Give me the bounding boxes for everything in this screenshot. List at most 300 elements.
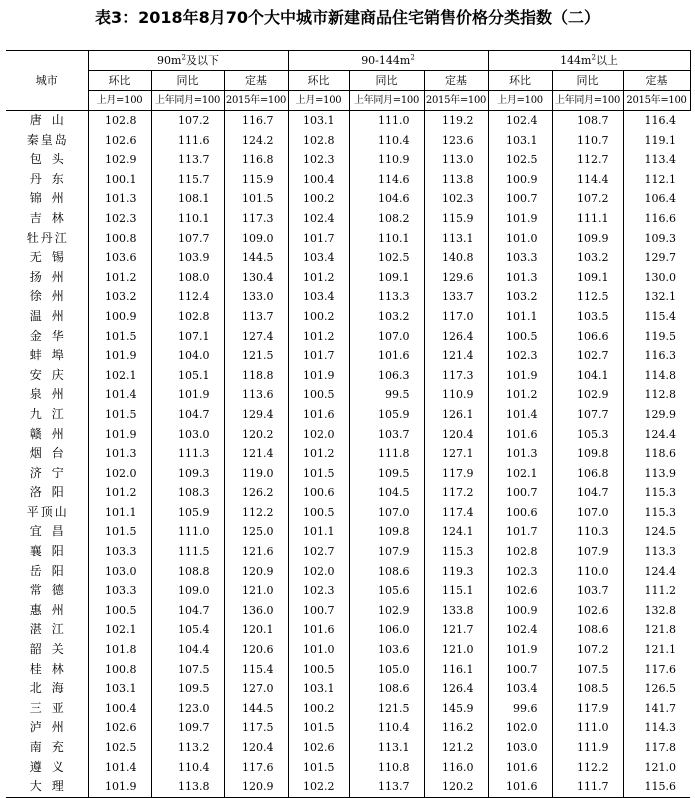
index-value: 101.9 xyxy=(88,777,151,797)
index-value: 102.0 xyxy=(288,562,349,582)
index-value: 103.3 xyxy=(488,248,552,268)
base-period-header: 上年同月=100 xyxy=(552,91,623,111)
index-value: 123.6 xyxy=(424,131,488,151)
table-row xyxy=(6,111,690,131)
index-value: 103.0 xyxy=(151,425,224,445)
index-value: 126.1 xyxy=(424,405,488,425)
page-title: 表3：2018年8月70个大中城市新建商品住宅销售价格分类指数（二） xyxy=(94,8,601,27)
index-value: 133.0 xyxy=(224,287,288,307)
index-value: 124.4 xyxy=(623,562,690,582)
city-name: 温州 xyxy=(29,308,74,323)
index-value: 99.6 xyxy=(488,699,552,719)
index-value: 120.9 xyxy=(224,562,288,582)
table-row xyxy=(6,464,690,484)
index-value: 132.8 xyxy=(623,601,690,621)
index-value: 104.7 xyxy=(151,405,224,425)
index-value: 103.1 xyxy=(288,111,349,131)
index-value: 108.8 xyxy=(151,562,224,582)
index-value: 113.1 xyxy=(349,738,424,758)
index-value: 99.5 xyxy=(349,385,424,405)
index-value: 105.6 xyxy=(349,581,424,601)
table-row xyxy=(6,248,690,268)
table-row xyxy=(6,738,690,758)
index-value: 126.4 xyxy=(424,679,488,699)
sub-column-header: 定基 xyxy=(623,71,690,91)
index-value: 101.9 xyxy=(151,385,224,405)
city-name: 大理 xyxy=(6,777,88,797)
index-value: 101.3 xyxy=(88,189,151,209)
city-name: 九江 xyxy=(29,406,74,421)
index-value: 109.0 xyxy=(151,581,224,601)
index-value: 124.1 xyxy=(424,522,488,542)
index-value: 127.4 xyxy=(224,327,288,347)
city-name: 吉林 xyxy=(29,210,74,225)
index-value: 104.0 xyxy=(151,346,224,366)
index-value: 102.3 xyxy=(424,189,488,209)
index-value: 108.1 xyxy=(151,189,224,209)
city-name: 赣州 xyxy=(29,426,74,441)
index-value: 116.4 xyxy=(623,111,690,131)
index-value: 116.1 xyxy=(424,660,488,680)
index-value: 101.5 xyxy=(288,718,349,738)
index-value: 101.9 xyxy=(488,209,552,229)
index-value: 101.9 xyxy=(488,366,552,386)
table-row xyxy=(6,562,690,582)
table-body xyxy=(6,111,690,798)
index-value: 113.7 xyxy=(349,777,424,797)
index-value: 107.9 xyxy=(349,542,424,562)
index-value: 109.1 xyxy=(552,268,623,288)
index-value: 121.7 xyxy=(424,620,488,640)
city-name: 牡丹江 xyxy=(26,230,69,245)
table-row xyxy=(6,640,690,660)
index-value: 100.1 xyxy=(88,170,151,190)
group-header: $90m^2$及以下 xyxy=(88,51,288,71)
index-value: 108.6 xyxy=(552,620,623,640)
table-row xyxy=(6,425,690,445)
index-value: 116.0 xyxy=(424,758,488,778)
index-value: 101.5 xyxy=(224,189,288,209)
index-value: 105.4 xyxy=(151,620,224,640)
index-value: 107.2 xyxy=(151,111,224,131)
index-value: 114.4 xyxy=(552,170,623,190)
table-row xyxy=(6,522,690,542)
index-value: 101.3 xyxy=(488,444,552,464)
index-value: 102.0 xyxy=(88,464,151,484)
index-value: 111.0 xyxy=(151,522,224,542)
index-value: 102.6 xyxy=(88,131,151,151)
index-value: 118.6 xyxy=(623,444,690,464)
index-value: 112.5 xyxy=(552,287,623,307)
index-value: 100.8 xyxy=(88,660,151,680)
index-value: 108.5 xyxy=(552,679,623,699)
index-value: 132.1 xyxy=(623,287,690,307)
index-value: 121.4 xyxy=(424,346,488,366)
index-value: 121.4 xyxy=(224,444,288,464)
base-period-header: 2015年=100 xyxy=(623,91,690,111)
index-value: 102.5 xyxy=(488,150,552,170)
index-value: 116.3 xyxy=(623,346,690,366)
index-value: 101.9 xyxy=(88,346,151,366)
index-value: 113.0 xyxy=(424,150,488,170)
index-value: 101.4 xyxy=(88,758,151,778)
price-index-table xyxy=(6,50,691,798)
index-value: 101.5 xyxy=(288,464,349,484)
index-value: 102.5 xyxy=(349,248,424,268)
index-value: 120.6 xyxy=(224,640,288,660)
index-value: 104.1 xyxy=(552,366,623,386)
index-value: 103.7 xyxy=(552,581,623,601)
index-value: 100.8 xyxy=(88,229,151,249)
table-row xyxy=(6,699,690,719)
index-value: 111.6 xyxy=(151,131,224,151)
index-value: 103.2 xyxy=(488,287,552,307)
index-value: 104.7 xyxy=(151,601,224,621)
table-row xyxy=(6,581,690,601)
index-value: 110.7 xyxy=(552,131,623,151)
index-value: 109.3 xyxy=(151,464,224,484)
index-value: 115.9 xyxy=(424,209,488,229)
index-value: 100.5 xyxy=(288,503,349,523)
city-name: 湛江 xyxy=(29,622,74,637)
index-value: 101.2 xyxy=(488,385,552,405)
table-row xyxy=(6,660,690,680)
table-row xyxy=(6,131,690,151)
index-value: 117.6 xyxy=(623,660,690,680)
city-name: 南充 xyxy=(29,740,74,754)
table-row xyxy=(6,229,690,249)
table-row xyxy=(6,287,690,307)
index-value: 102.4 xyxy=(288,209,349,229)
index-value: 102.8 xyxy=(88,111,151,131)
index-value: 107.0 xyxy=(349,327,424,347)
base-period-header: 上年同月=100 xyxy=(349,91,424,111)
index-value: 103.2 xyxy=(88,287,151,307)
index-value: 109.0 xyxy=(224,229,288,249)
city-name: 徐州 xyxy=(29,289,74,304)
city-name: 襄阳 xyxy=(29,544,74,559)
index-value: 100.5 xyxy=(488,327,552,347)
index-value: 103.3 xyxy=(88,581,151,601)
index-value: 130.0 xyxy=(623,268,690,288)
index-value: 101.6 xyxy=(488,777,552,797)
city-name: 泸州 xyxy=(29,720,74,735)
index-value: 120.9 xyxy=(224,777,288,797)
index-value: 101.9 xyxy=(88,425,151,445)
table-row xyxy=(6,150,690,170)
index-value: 109.5 xyxy=(151,679,224,699)
index-value: 108.6 xyxy=(349,679,424,699)
index-value: 102.1 xyxy=(488,464,552,484)
index-value: 115.4 xyxy=(623,307,690,327)
index-value: 109.8 xyxy=(552,444,623,464)
index-value: 133.8 xyxy=(424,601,488,621)
index-value: 101.6 xyxy=(288,405,349,425)
index-value: 120.4 xyxy=(424,425,488,445)
index-value: 104.4 xyxy=(151,640,224,660)
index-value: 114.6 xyxy=(349,170,424,190)
table-row xyxy=(6,327,690,347)
index-value: 111.3 xyxy=(151,444,224,464)
index-value: 100.6 xyxy=(288,483,349,503)
index-value: 117.9 xyxy=(424,464,488,484)
index-value: 115.7 xyxy=(151,170,224,190)
index-value: 102.6 xyxy=(552,601,623,621)
city-name: 锦州 xyxy=(29,191,74,206)
index-value: 103.3 xyxy=(88,542,151,562)
index-value: 115.6 xyxy=(623,777,690,797)
index-value: 120.2 xyxy=(224,425,288,445)
index-value: 125.0 xyxy=(224,522,288,542)
index-value: 102.4 xyxy=(488,620,552,640)
index-value: 116.7 xyxy=(224,111,288,131)
index-value: 102.6 xyxy=(288,738,349,758)
index-value: 110.4 xyxy=(349,131,424,151)
index-value: 101.3 xyxy=(88,444,151,464)
index-value: 102.9 xyxy=(88,150,151,170)
index-value: 101.2 xyxy=(88,268,151,288)
base-period-header: 2015年=100 xyxy=(424,91,488,111)
index-value: 111.7 xyxy=(552,777,623,797)
index-value: 108.2 xyxy=(349,209,424,229)
index-value: 115.1 xyxy=(424,581,488,601)
index-value: 101.8 xyxy=(88,640,151,660)
city-name: 岳阳 xyxy=(29,563,74,578)
index-value: 140.8 xyxy=(424,248,488,268)
index-value: 110.9 xyxy=(424,385,488,405)
table-row xyxy=(6,601,690,621)
index-value: 116.8 xyxy=(224,150,288,170)
index-value: 113.6 xyxy=(224,385,288,405)
city-name: 常德 xyxy=(29,583,74,598)
index-value: 113.3 xyxy=(623,542,690,562)
index-value: 103.2 xyxy=(552,248,623,268)
index-value: 117.2 xyxy=(424,483,488,503)
index-value: 144.5 xyxy=(224,248,288,268)
index-value: 120.1 xyxy=(224,620,288,640)
index-value: 117.8 xyxy=(623,738,690,758)
base-period-header: 上月=100 xyxy=(488,91,552,111)
index-value: 130.4 xyxy=(224,268,288,288)
index-value: 120.2 xyxy=(424,777,488,797)
index-value: 101.2 xyxy=(288,268,349,288)
index-value: 113.1 xyxy=(424,229,488,249)
index-value: 115.4 xyxy=(224,660,288,680)
index-value: 108.6 xyxy=(349,562,424,582)
index-value: 102.0 xyxy=(488,718,552,738)
city-name: 唐山 xyxy=(29,113,74,127)
index-value: 121.0 xyxy=(623,758,690,778)
index-value: 101.2 xyxy=(288,327,349,347)
index-value: 100.7 xyxy=(288,601,349,621)
index-value: 102.2 xyxy=(288,777,349,797)
index-value: 102.3 xyxy=(488,346,552,366)
city-name: 惠州 xyxy=(29,602,74,617)
table-row xyxy=(6,758,690,778)
index-value: 101.3 xyxy=(488,268,552,288)
index-value: 101.5 xyxy=(88,522,151,542)
index-value: 114.8 xyxy=(623,366,690,386)
index-value: 117.9 xyxy=(552,699,623,719)
index-value: 101.5 xyxy=(88,405,151,425)
index-value: 126.4 xyxy=(424,327,488,347)
index-value: 109.5 xyxy=(349,464,424,484)
index-value: 121.6 xyxy=(224,542,288,562)
index-value: 110.0 xyxy=(552,562,623,582)
index-value: 109.7 xyxy=(151,718,224,738)
index-value: 119.1 xyxy=(623,131,690,151)
index-value: 101.0 xyxy=(288,640,349,660)
index-value: 113.7 xyxy=(151,150,224,170)
base-period-header: 上月=100 xyxy=(88,91,151,111)
index-value: 115.3 xyxy=(623,503,690,523)
city-name: 韶关 xyxy=(29,642,74,657)
index-value: 144.5 xyxy=(224,699,288,719)
index-value: 107.9 xyxy=(552,542,623,562)
index-value: 101.6 xyxy=(349,346,424,366)
index-value: 107.7 xyxy=(151,229,224,249)
city-name: 烟台 xyxy=(29,446,74,461)
index-value: 100.9 xyxy=(488,601,552,621)
index-value: 113.7 xyxy=(224,307,288,327)
index-value: 127.0 xyxy=(224,679,288,699)
index-value: 145.9 xyxy=(424,699,488,719)
index-value: 115.3 xyxy=(623,483,690,503)
index-value: 103.0 xyxy=(488,738,552,758)
index-value: 116.6 xyxy=(623,209,690,229)
table-row xyxy=(6,718,690,738)
index-value: 121.0 xyxy=(224,581,288,601)
sub-column-header: 同比 xyxy=(349,71,424,91)
index-value: 101.7 xyxy=(288,229,349,249)
index-value: 118.8 xyxy=(224,366,288,386)
index-value: 102.7 xyxy=(288,542,349,562)
index-value: 109.3 xyxy=(623,229,690,249)
index-value: 101.7 xyxy=(488,522,552,542)
index-value: 109.1 xyxy=(349,268,424,288)
sub-column-header: 环比 xyxy=(488,71,552,91)
index-value: 112.4 xyxy=(151,287,224,307)
index-value: 102.5 xyxy=(88,738,151,758)
sub-column-header: 环比 xyxy=(288,71,349,91)
city-name: 蚌埠 xyxy=(29,348,74,363)
index-value: 108.7 xyxy=(552,111,623,131)
index-value: 103.6 xyxy=(349,640,424,660)
city-name: 秦皇岛 xyxy=(26,132,69,147)
table-row xyxy=(6,268,690,288)
index-value: 127.1 xyxy=(424,444,488,464)
index-value: 103.6 xyxy=(88,248,151,268)
index-value: 119.3 xyxy=(424,562,488,582)
city-column-header: 城市 xyxy=(6,51,88,111)
index-value: 100.6 xyxy=(488,503,552,523)
index-value: 121.1 xyxy=(623,640,690,660)
index-value: 101.4 xyxy=(88,385,151,405)
index-value: 111.5 xyxy=(151,542,224,562)
city-name: 扬州 xyxy=(29,269,74,284)
index-value: 103.7 xyxy=(349,425,424,445)
table-row xyxy=(6,503,690,523)
city-name: 三亚 xyxy=(29,700,74,715)
index-value: 101.1 xyxy=(88,503,151,523)
city-name: 无锡 xyxy=(29,250,74,265)
table-row xyxy=(6,542,690,562)
index-value: 111.9 xyxy=(552,738,623,758)
index-value: 102.8 xyxy=(288,131,349,151)
index-value: 108.3 xyxy=(151,483,224,503)
index-value: 101.2 xyxy=(288,444,349,464)
index-value: 107.0 xyxy=(552,503,623,523)
table-row xyxy=(6,366,690,386)
table-row xyxy=(6,777,690,797)
index-value: 112.2 xyxy=(552,758,623,778)
table-row xyxy=(6,483,690,503)
city-name: 桂林 xyxy=(29,661,74,676)
index-value: 121.2 xyxy=(424,738,488,758)
table-row xyxy=(6,170,690,190)
index-value: 100.4 xyxy=(88,699,151,719)
index-value: 112.2 xyxy=(224,503,288,523)
index-value: 124.4 xyxy=(623,425,690,445)
table-row xyxy=(6,346,690,366)
table-row xyxy=(6,620,690,640)
index-value: 106.3 xyxy=(349,366,424,386)
index-value: 102.9 xyxy=(349,601,424,621)
sub-column-header: 同比 xyxy=(552,71,623,91)
city-name: 洛阳 xyxy=(29,485,74,500)
index-value: 103.5 xyxy=(552,307,623,327)
index-value: 105.1 xyxy=(151,366,224,386)
index-value: 126.2 xyxy=(224,483,288,503)
index-value: 108.0 xyxy=(151,268,224,288)
index-value: 124.2 xyxy=(224,131,288,151)
index-value: 129.9 xyxy=(623,405,690,425)
index-value: 129.7 xyxy=(623,248,690,268)
index-value: 113.4 xyxy=(623,150,690,170)
index-value: 100.4 xyxy=(288,170,349,190)
group-header: $144m^2$以上 xyxy=(488,51,690,71)
index-value: 109.8 xyxy=(349,522,424,542)
index-value: 103.1 xyxy=(88,679,151,699)
index-value: 129.4 xyxy=(224,405,288,425)
city-name: 丹东 xyxy=(29,171,74,186)
index-value: 101.5 xyxy=(288,758,349,778)
index-value: 119.2 xyxy=(424,111,488,131)
index-value: 101.0 xyxy=(488,229,552,249)
index-value: 106.4 xyxy=(623,189,690,209)
index-value: 101.4 xyxy=(488,405,552,425)
index-value: 103.4 xyxy=(488,679,552,699)
index-value: 116.2 xyxy=(424,718,488,738)
index-value: 101.6 xyxy=(488,425,552,445)
index-value: 103.2 xyxy=(349,307,424,327)
city-name: 平顶山 xyxy=(26,504,69,519)
index-value: 106.8 xyxy=(552,464,623,484)
index-value: 109.9 xyxy=(552,229,623,249)
index-value: 103.4 xyxy=(288,248,349,268)
index-value: 115.9 xyxy=(224,170,288,190)
index-value: 100.7 xyxy=(488,660,552,680)
table-row xyxy=(6,444,690,464)
index-value: 119.5 xyxy=(623,327,690,347)
index-value: 107.0 xyxy=(349,503,424,523)
city-name: 遵义 xyxy=(29,759,74,774)
index-value: 102.0 xyxy=(288,425,349,445)
index-value: 101.2 xyxy=(88,483,151,503)
index-value: 126.5 xyxy=(623,679,690,699)
index-value: 105.3 xyxy=(552,425,623,445)
index-value: 141.7 xyxy=(623,699,690,719)
